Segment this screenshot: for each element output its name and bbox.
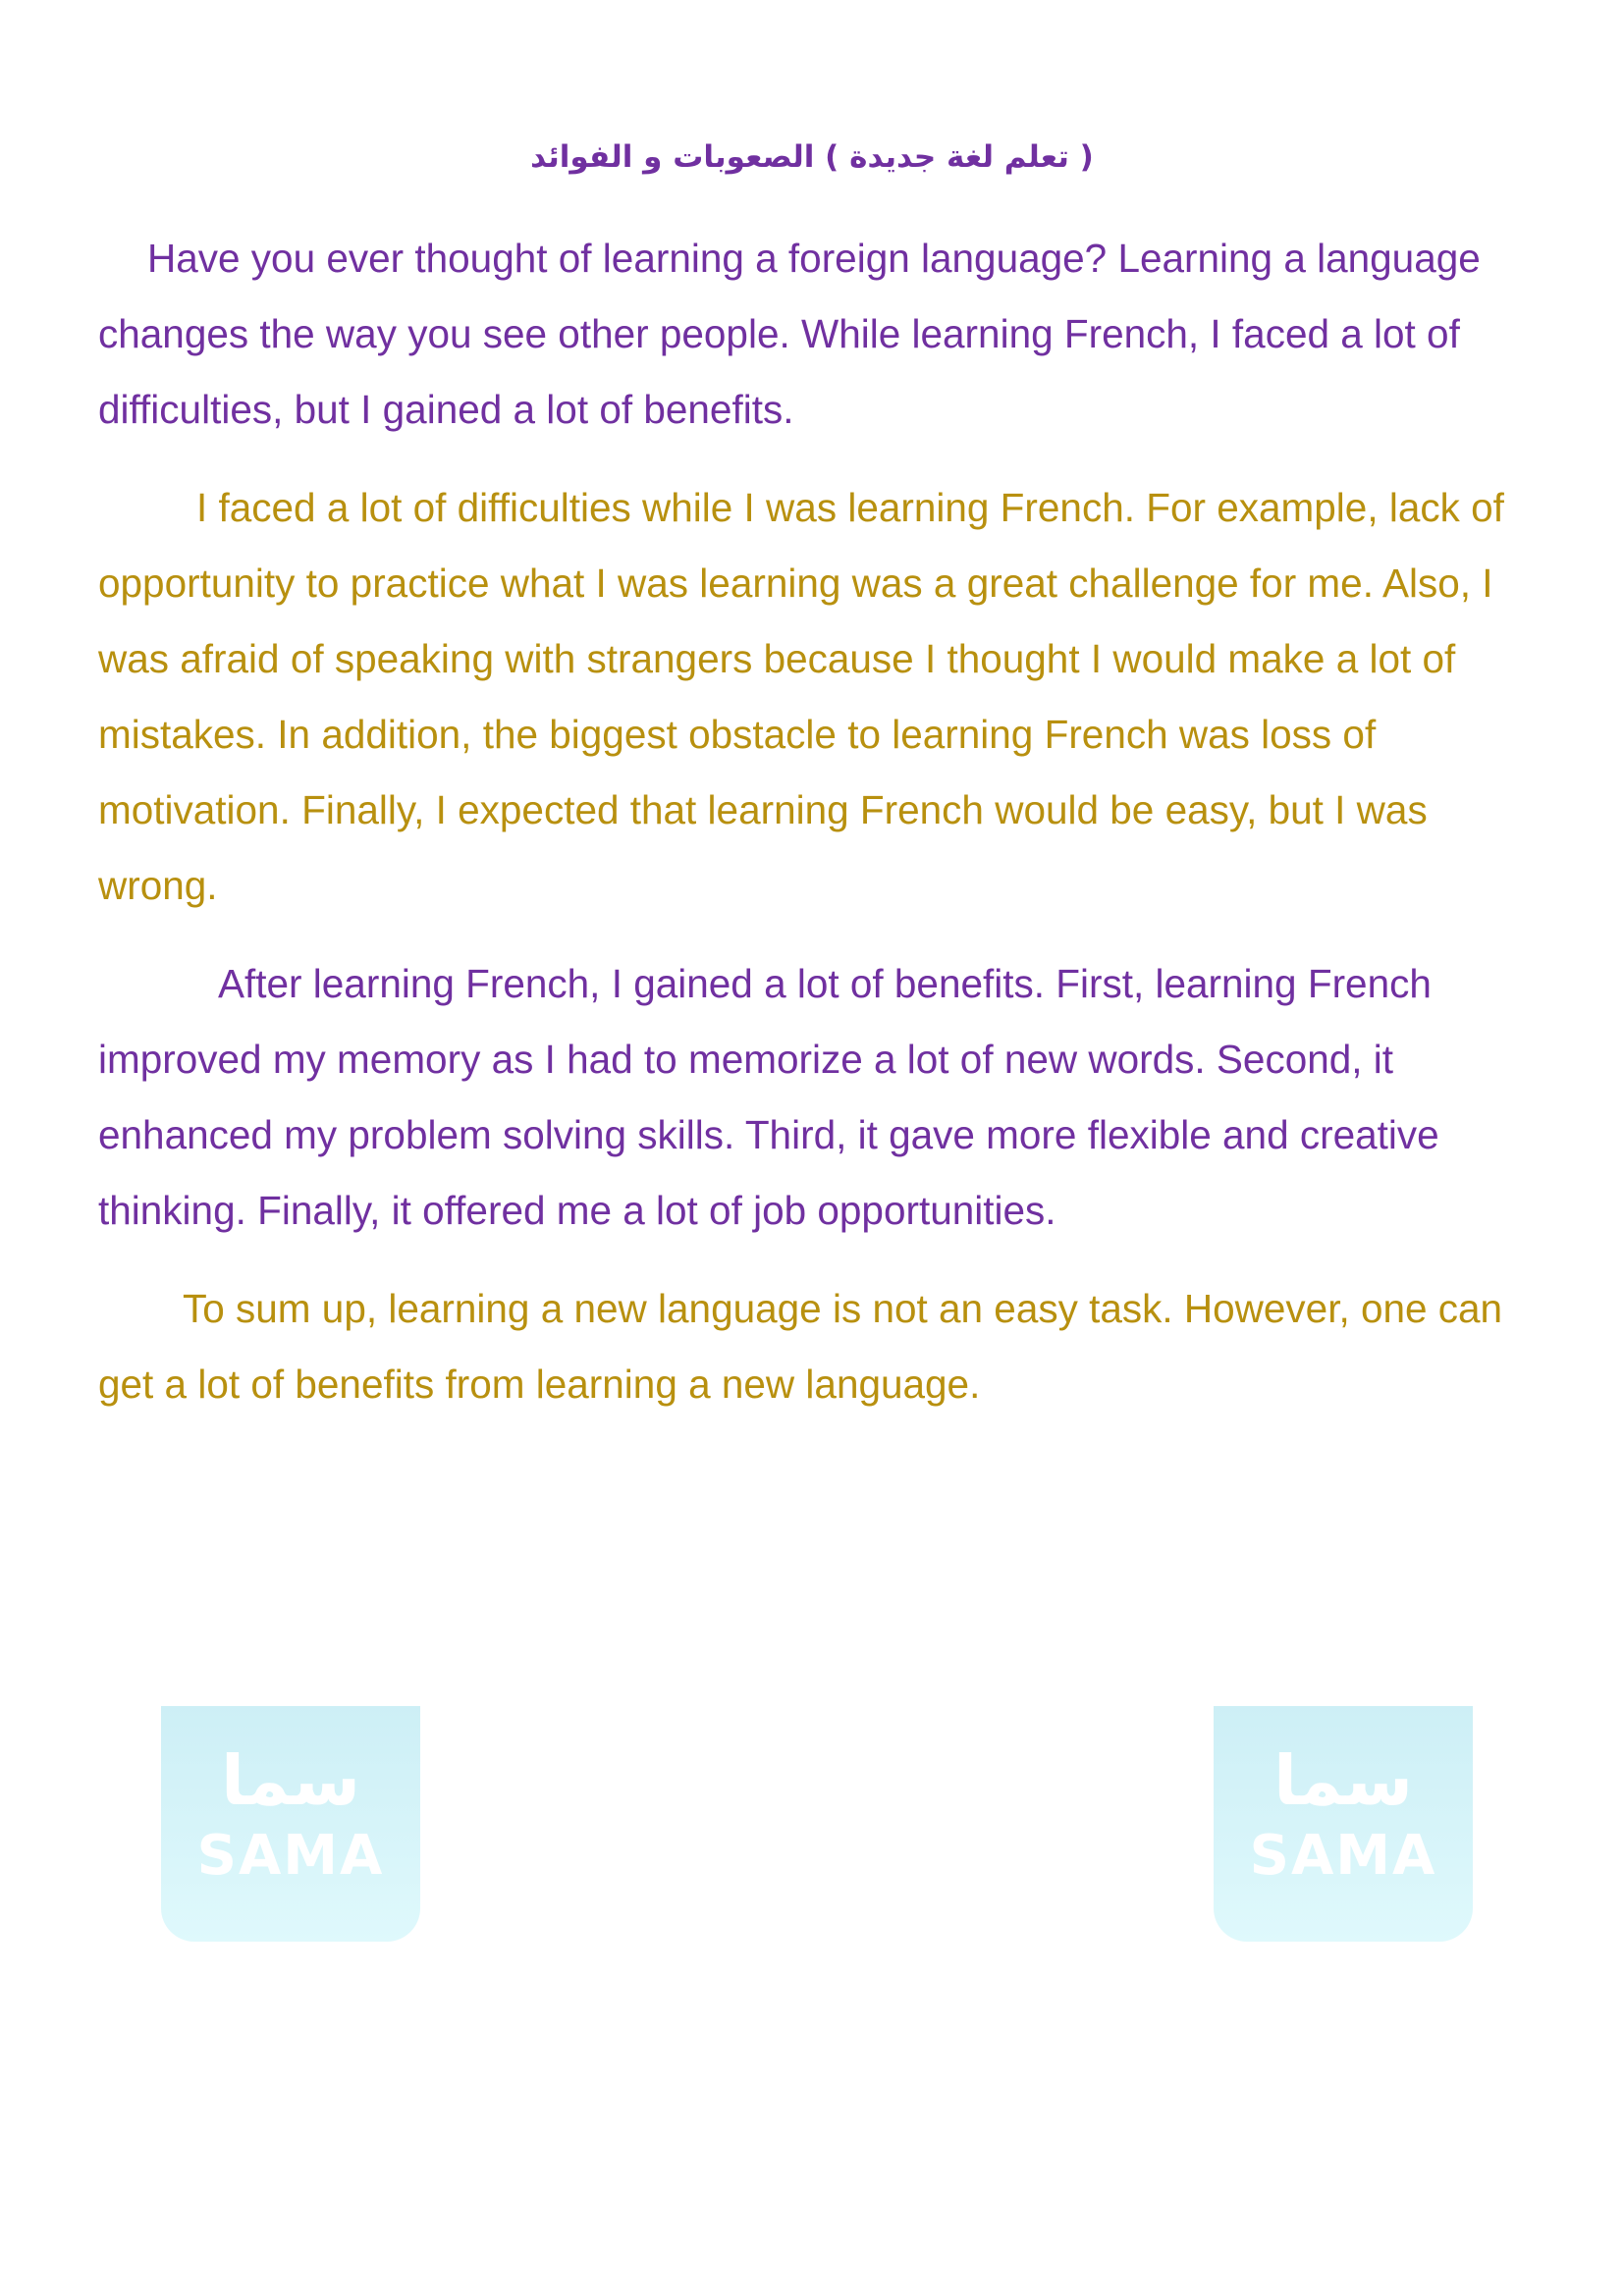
document-title: ( تعلم لغة جديدة ) الصعوبات و الفوائد <box>530 139 1094 175</box>
document-body <box>98 221 1534 1445</box>
sama-logo-watermark-left <box>161 1706 420 1942</box>
sama-logo-english-text: SAMA <box>1249 1824 1437 1888</box>
sama-logo-watermark-right <box>1214 1706 1473 1942</box>
sama-logo-english-text: SAMA <box>196 1824 385 1888</box>
sama-logo-arabic-text: سما <box>1272 1740 1414 1821</box>
sama-logo-arabic-text: سما <box>220 1740 361 1821</box>
paragraph-benefits: After learning French, I gained a lot of benefits. First, learning French improved my memory as I had to memorize a lot of new words. Second, it enhanced my problem solving skills. Third, it gave more flexible and creative thinking. Finally, it offered me a lot of job opportunities. <box>98 961 1439 1233</box>
paragraph-conclusion: To sum up, learning a new language is not an easy task. However, one can get a lot of benefits from learning a new language. <box>98 1286 1503 1407</box>
paragraph-difficulties: I faced a lot of difficulties while I was learning French. For example, lack of opportunity to practice what I was learning was a great challenge for me. Also, I was afraid of speaking with strangers because I thought I would make a lot of mistakes. In addition, the biggest obstacle to learning French was loss of motivation. Finally, I expected that learning French would be easy, but I was wrong. <box>98 485 1504 908</box>
paragraph-introduction: Have you ever thought of learning a foreign language? Learning a language changes the way you see other people. While learning French, I faced a lot of difficulties, but I gained a lot of benefits. <box>98 236 1481 432</box>
